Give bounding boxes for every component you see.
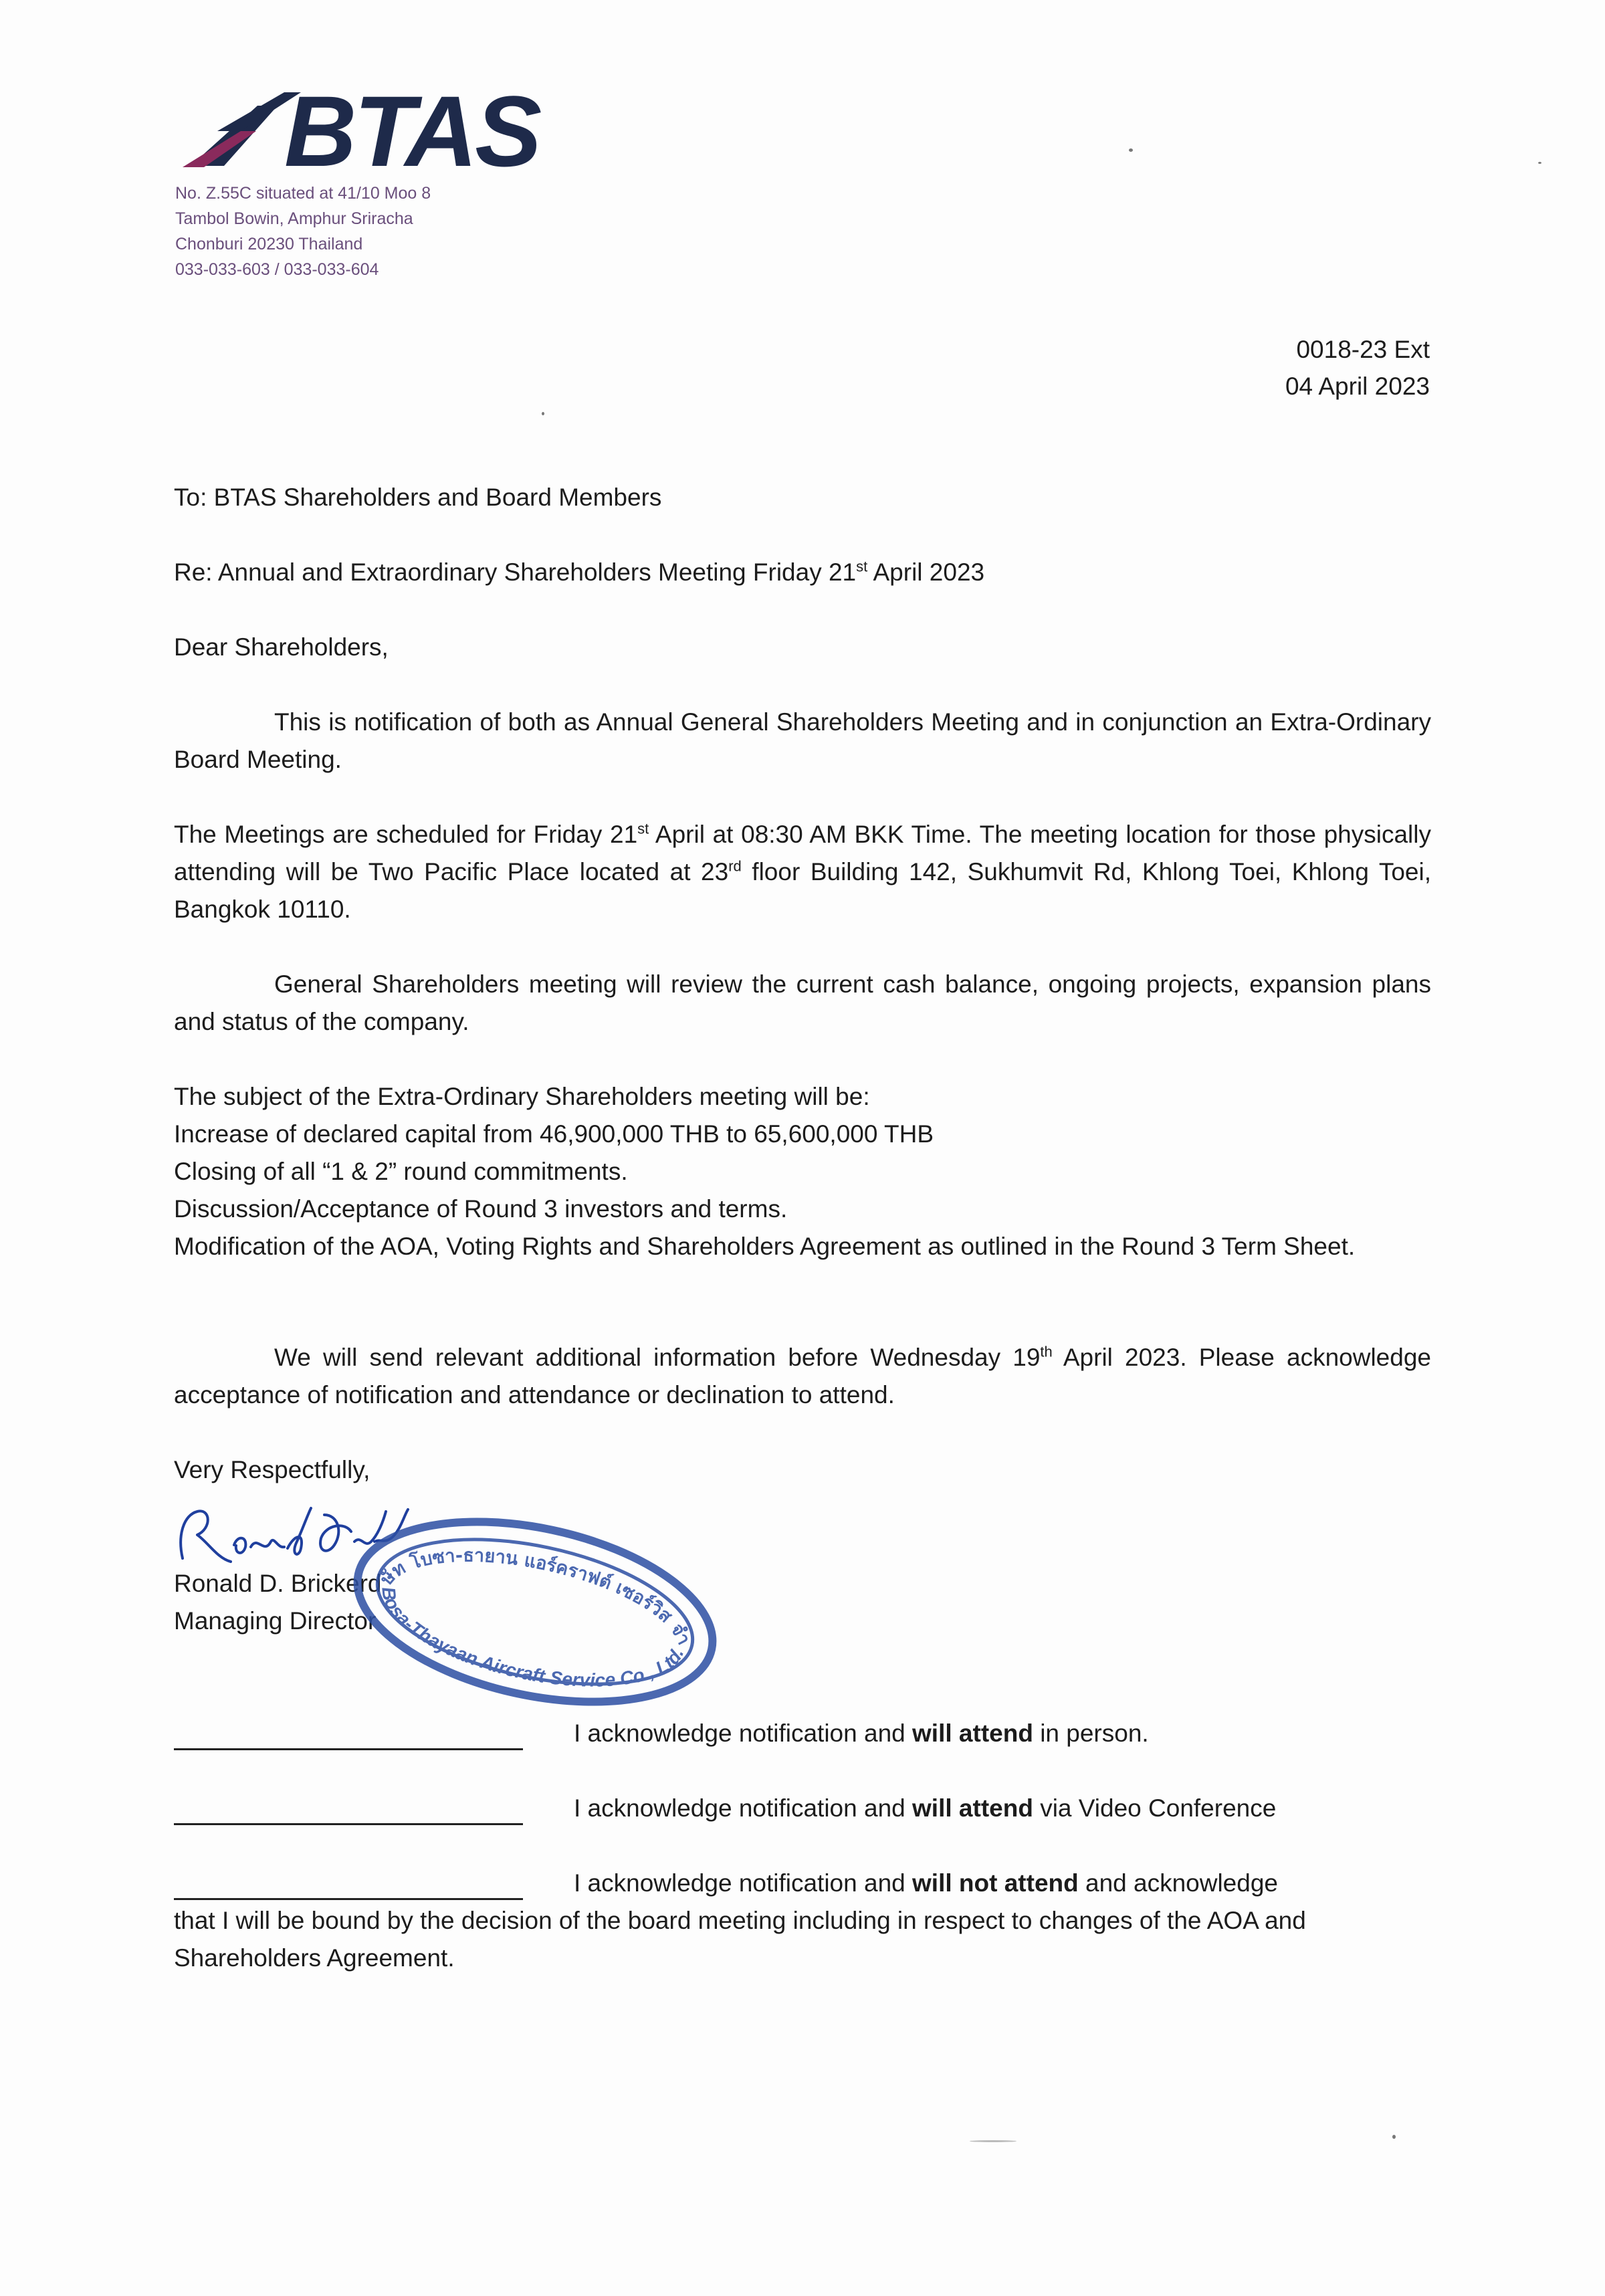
paragraph-schedule: The Meetings are scheduled for Friday 21st April at 08:30 AM BKK Time. The meeting location for those physically attending will be Two Pacific Place located at 23rd floor Building 142, Sukhumvit Rd, Khlong Toei, Khlong Toei, Bangkok 10110.	[174, 820, 1431, 923]
signature-blank-line[interactable]	[174, 1823, 523, 1825]
ack-not-attend: I acknowledge notification and will not attend and acknowledge	[574, 1869, 1278, 1897]
logo-text: BTAS	[284, 79, 540, 179]
company-stamp	[334, 1505, 736, 1719]
signer-name: Ronald D. Brickerd	[174, 1570, 382, 1597]
to-line: To: BTAS Shareholders and Board Members	[174, 484, 662, 511]
subject-item: Modification of the AOA, Voting Rights and Shareholders Agreement as outlined in the Round 3 Term Sheet.	[174, 1233, 1356, 1260]
scan-speck	[970, 2140, 1016, 2142]
letter-date: 04 April 2023	[1285, 373, 1430, 400]
address-line: Chonburi 20230 Thailand	[175, 235, 363, 253]
subject-list	[174, 1078, 1431, 1265]
subject-item: Increase of declared capital from 46,900,000 THB to 65,600,000 THB	[174, 1120, 934, 1148]
phone-line: 033-033-603 / 033-033-604	[175, 260, 379, 279]
subject-item: Closing of all “1 & 2” round commitments.	[174, 1158, 628, 1185]
subject-intro: The subject of the Extra-Ordinary Shareholders meeting will be:	[174, 1083, 870, 1110]
address-line: No. Z.55C situated at 41/10 Moo 8	[175, 184, 431, 203]
btas-logo	[177, 79, 552, 179]
ack-not-attend-continuation: that I will be bound by the decision of the board meeting including in respect to changes of the AOA and Shareholders Agreement.	[174, 1907, 1306, 1972]
scan-speck	[1129, 148, 1133, 152]
signer-title: Managing Director	[174, 1607, 377, 1635]
paragraph-notification: This is notification of both as Annual General Shareholders Meeting and in conjunction an Extra-Ordinary Board Meeting.	[174, 708, 1431, 773]
stamp-bottom-text: Bosa-Thayaan Aircraft Service Co., Ltd.	[378, 1586, 688, 1691]
ack-attend-video: I acknowledge notification and will attend via Video Conference	[574, 1794, 1277, 1822]
paragraph-followup: We will send relevant additional information before Wednesday 19th April 2023. Please acknowledge acceptance of notification and attendance or declination to attend.	[174, 1343, 1431, 1408]
company-address	[175, 181, 431, 282]
ack-attend-in-person: I acknowledge notification and will attend in person.	[574, 1719, 1149, 1747]
scan-speck	[1538, 162, 1541, 164]
subject-item: Discussion/Acceptance of Round 3 investors and terms.	[174, 1195, 788, 1223]
paragraph-review: General Shareholders meeting will review the current cash balance, ongoing projects, expansion plans and status of the company.	[174, 970, 1431, 1035]
scan-speck	[1392, 2135, 1396, 2139]
salutation: Dear Shareholders,	[174, 633, 389, 661]
reference-number: 0018-23 Ext	[1296, 336, 1430, 363]
re-line: Re: Annual and Extraordinary Shareholders Meeting Friday 21st April 2023	[174, 558, 985, 586]
scan-speck	[542, 412, 544, 415]
signature-blank-line[interactable]	[174, 1748, 523, 1750]
address-line: Tambol Bowin, Amphur Sriracha	[175, 209, 413, 228]
closing: Very Respectfully,	[174, 1456, 370, 1483]
reference-block	[1285, 331, 1430, 405]
signature-blank-line[interactable]	[174, 1898, 523, 1900]
stamp-top-text: บริษัท โบซา-ธายาน แอร์คราฟต์ เซอร์วิส จำกัด	[376, 1545, 695, 1649]
